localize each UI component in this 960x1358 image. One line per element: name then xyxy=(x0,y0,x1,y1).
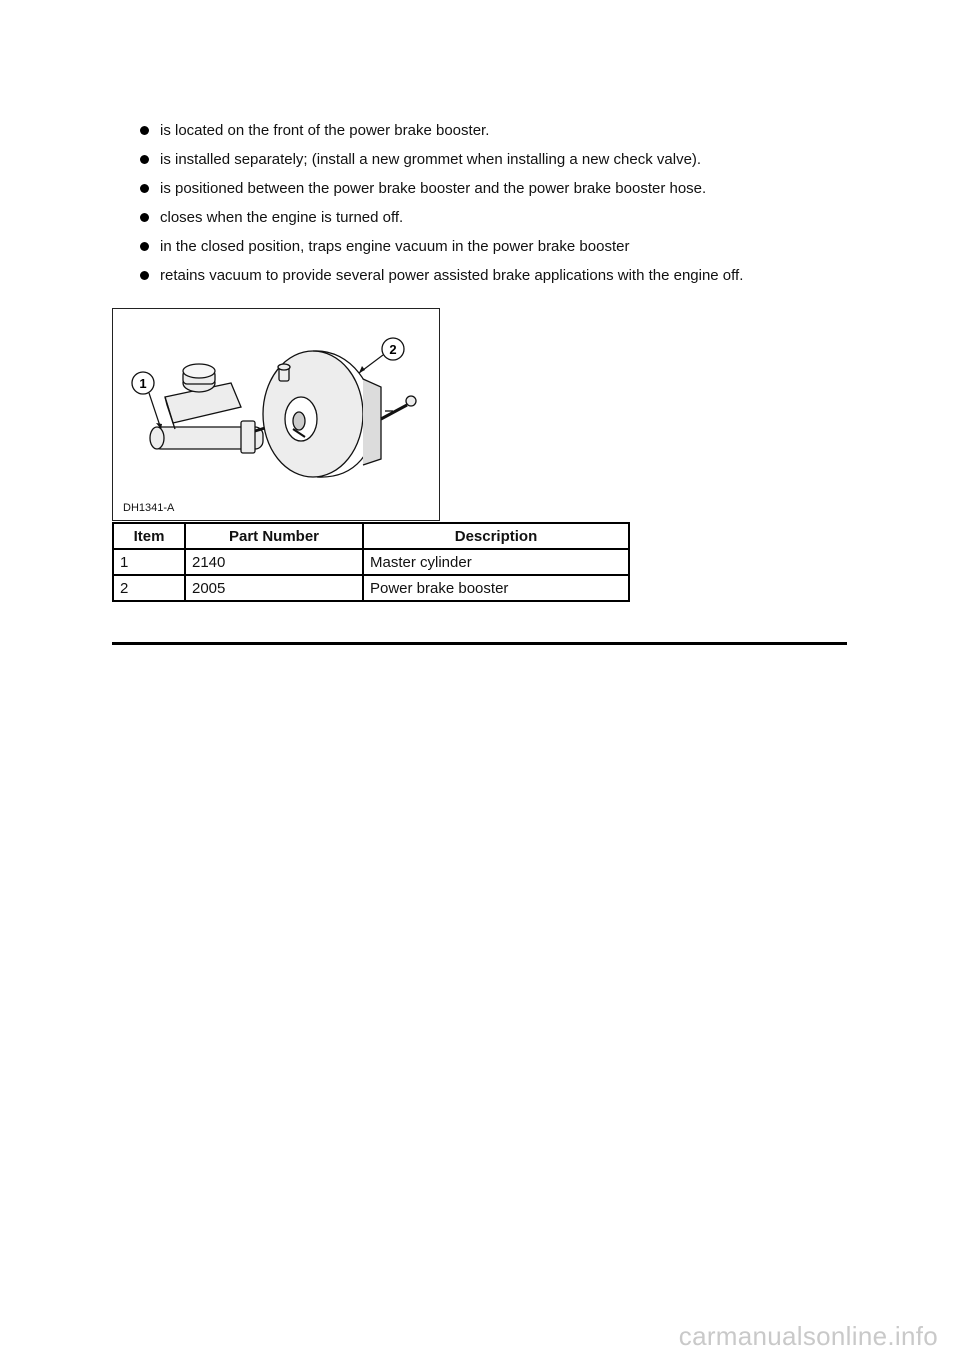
header-item: Item xyxy=(113,523,185,549)
bullet-dot-icon xyxy=(140,126,149,135)
cell-part-number: 2005 xyxy=(185,575,363,601)
watermark: carmanualsonline.info xyxy=(678,1321,938,1351)
bullet-item xyxy=(138,236,743,265)
bullet-list xyxy=(138,120,743,294)
bullet-item xyxy=(138,207,743,236)
bullet-text: is installed separately; (install a new grommet when installing a new check valve). xyxy=(160,151,702,168)
bullet-text: retains vacuum to provide several power assisted brake applications with the engine off. xyxy=(160,267,744,284)
bullet-item xyxy=(138,265,743,294)
bullet-dot-icon xyxy=(140,213,149,222)
bullet-dot-icon xyxy=(140,184,149,193)
header-description: Description xyxy=(363,523,629,549)
callout-1 xyxy=(132,372,162,429)
section-divider xyxy=(112,642,847,645)
bullet-dot-icon xyxy=(140,271,149,280)
bullet-dot-icon xyxy=(140,155,149,164)
svg-text:2: 2 xyxy=(389,342,397,357)
cell-item: 2 xyxy=(113,575,185,601)
figure-id: DH1341-A xyxy=(123,502,175,514)
bullet-item xyxy=(138,178,743,207)
table-row xyxy=(113,575,629,601)
bullet-text: closes when the engine is turned off. xyxy=(160,209,404,226)
callout-2 xyxy=(359,338,404,373)
table-row xyxy=(113,549,629,575)
cell-description: Power brake booster xyxy=(363,575,629,601)
cell-part-number: 2140 xyxy=(185,549,363,575)
master-cylinder-booster-illustration xyxy=(113,309,439,520)
parts-table xyxy=(112,522,630,602)
cell-description: Master cylinder xyxy=(363,549,629,575)
bullet-item xyxy=(138,149,743,178)
bullet-text: is located on the front of the power brake booster. xyxy=(160,122,490,139)
bullet-dot-icon xyxy=(140,242,149,251)
table-header-row xyxy=(113,523,629,549)
bullet-item xyxy=(138,120,743,149)
header-part-number: Part Number xyxy=(185,523,363,549)
bullet-text: in the closed position, traps engine vacuum in the power brake booster xyxy=(160,238,630,255)
bullet-text: is positioned between the power brake booster and the power brake booster hose. xyxy=(160,180,707,197)
brake-booster-figure xyxy=(112,308,440,521)
svg-text:1: 1 xyxy=(139,376,147,391)
cell-item: 1 xyxy=(113,549,185,575)
